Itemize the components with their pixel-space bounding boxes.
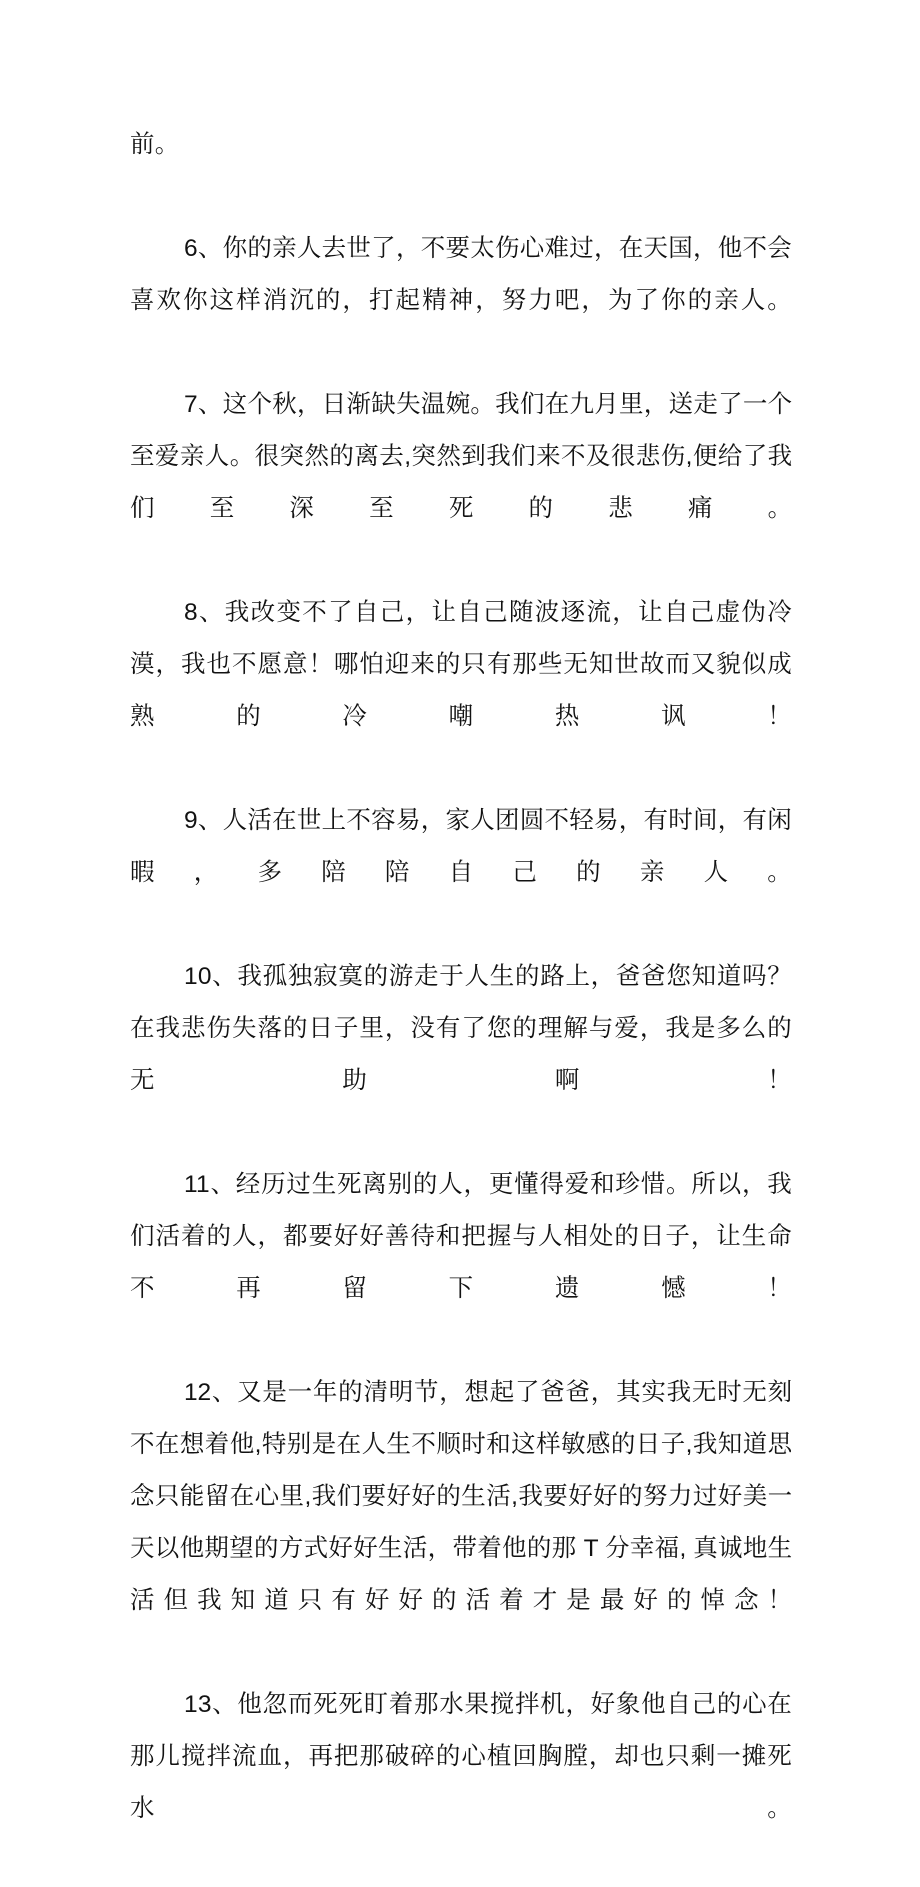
paragraph-item-9: 9、人活在世上不容易，家人团圆不轻易，有时间，有闲暇，多陪陪自己的亲人。 bbox=[130, 807, 792, 886]
paragraph-item-8: 8、我改变不了自己，让自己随波逐流，让自己虚伪冷漠，我也不愿意！哪怕迎来的只有那些无知世故而又貌似成熟的冷嘲热讽！ bbox=[130, 599, 792, 730]
paragraph-item-11: 11、经历过生死离别的人，更懂得爱和珍惜。所以，我们活着的人，都要好好善待和把握与人相处的日子，让生命不再留下遗憾！ bbox=[130, 1171, 792, 1302]
paragraph-item-10: 10、我孤独寂寞的游走于人生的路上，爸爸您知道吗？在我悲伤失落的日子里，没有了您的理解与爱，我是多么的无助啊！ bbox=[130, 963, 792, 1094]
document-text-body bbox=[130, 119, 792, 1887]
paragraph-item-7: 7、这个秋，日渐缺失温婉。我们在九月里，送走了一个至爱亲人。很突然的离去,突然到我们来不及很悲伤,便给了我们至深至死的悲痛。 bbox=[130, 391, 792, 522]
paragraph-item-6: 6、你的亲人去世了，不要太伤心难过，在天国，他不会喜欢你这样消沉的，打起精神，努力吧，为了你的亲人。 bbox=[130, 235, 792, 314]
paragraph-item-12: 12、又是一年的清明节，想起了爸爸，其实我无时无刻不在想着他,特别是在人生不顺时和这样敏感的日子,我知道思念只能留在心里,我们要好好的生活,我要好好的努力过好美一天以他期望的方式好好生活，带着他的那 T 分幸福, 真诚地生活但我知道只有好好的活着才是最好的悼念！ bbox=[130, 1379, 792, 1614]
paragraph-continuation: 前。 bbox=[130, 131, 180, 158]
paragraph-item-13: 13、他忽而死死盯着那水果搅拌机，好象他自己的心在那儿搅拌流血，再把那破碎的心植回胸膛，却也只剩一摊死水。 bbox=[130, 1691, 792, 1822]
